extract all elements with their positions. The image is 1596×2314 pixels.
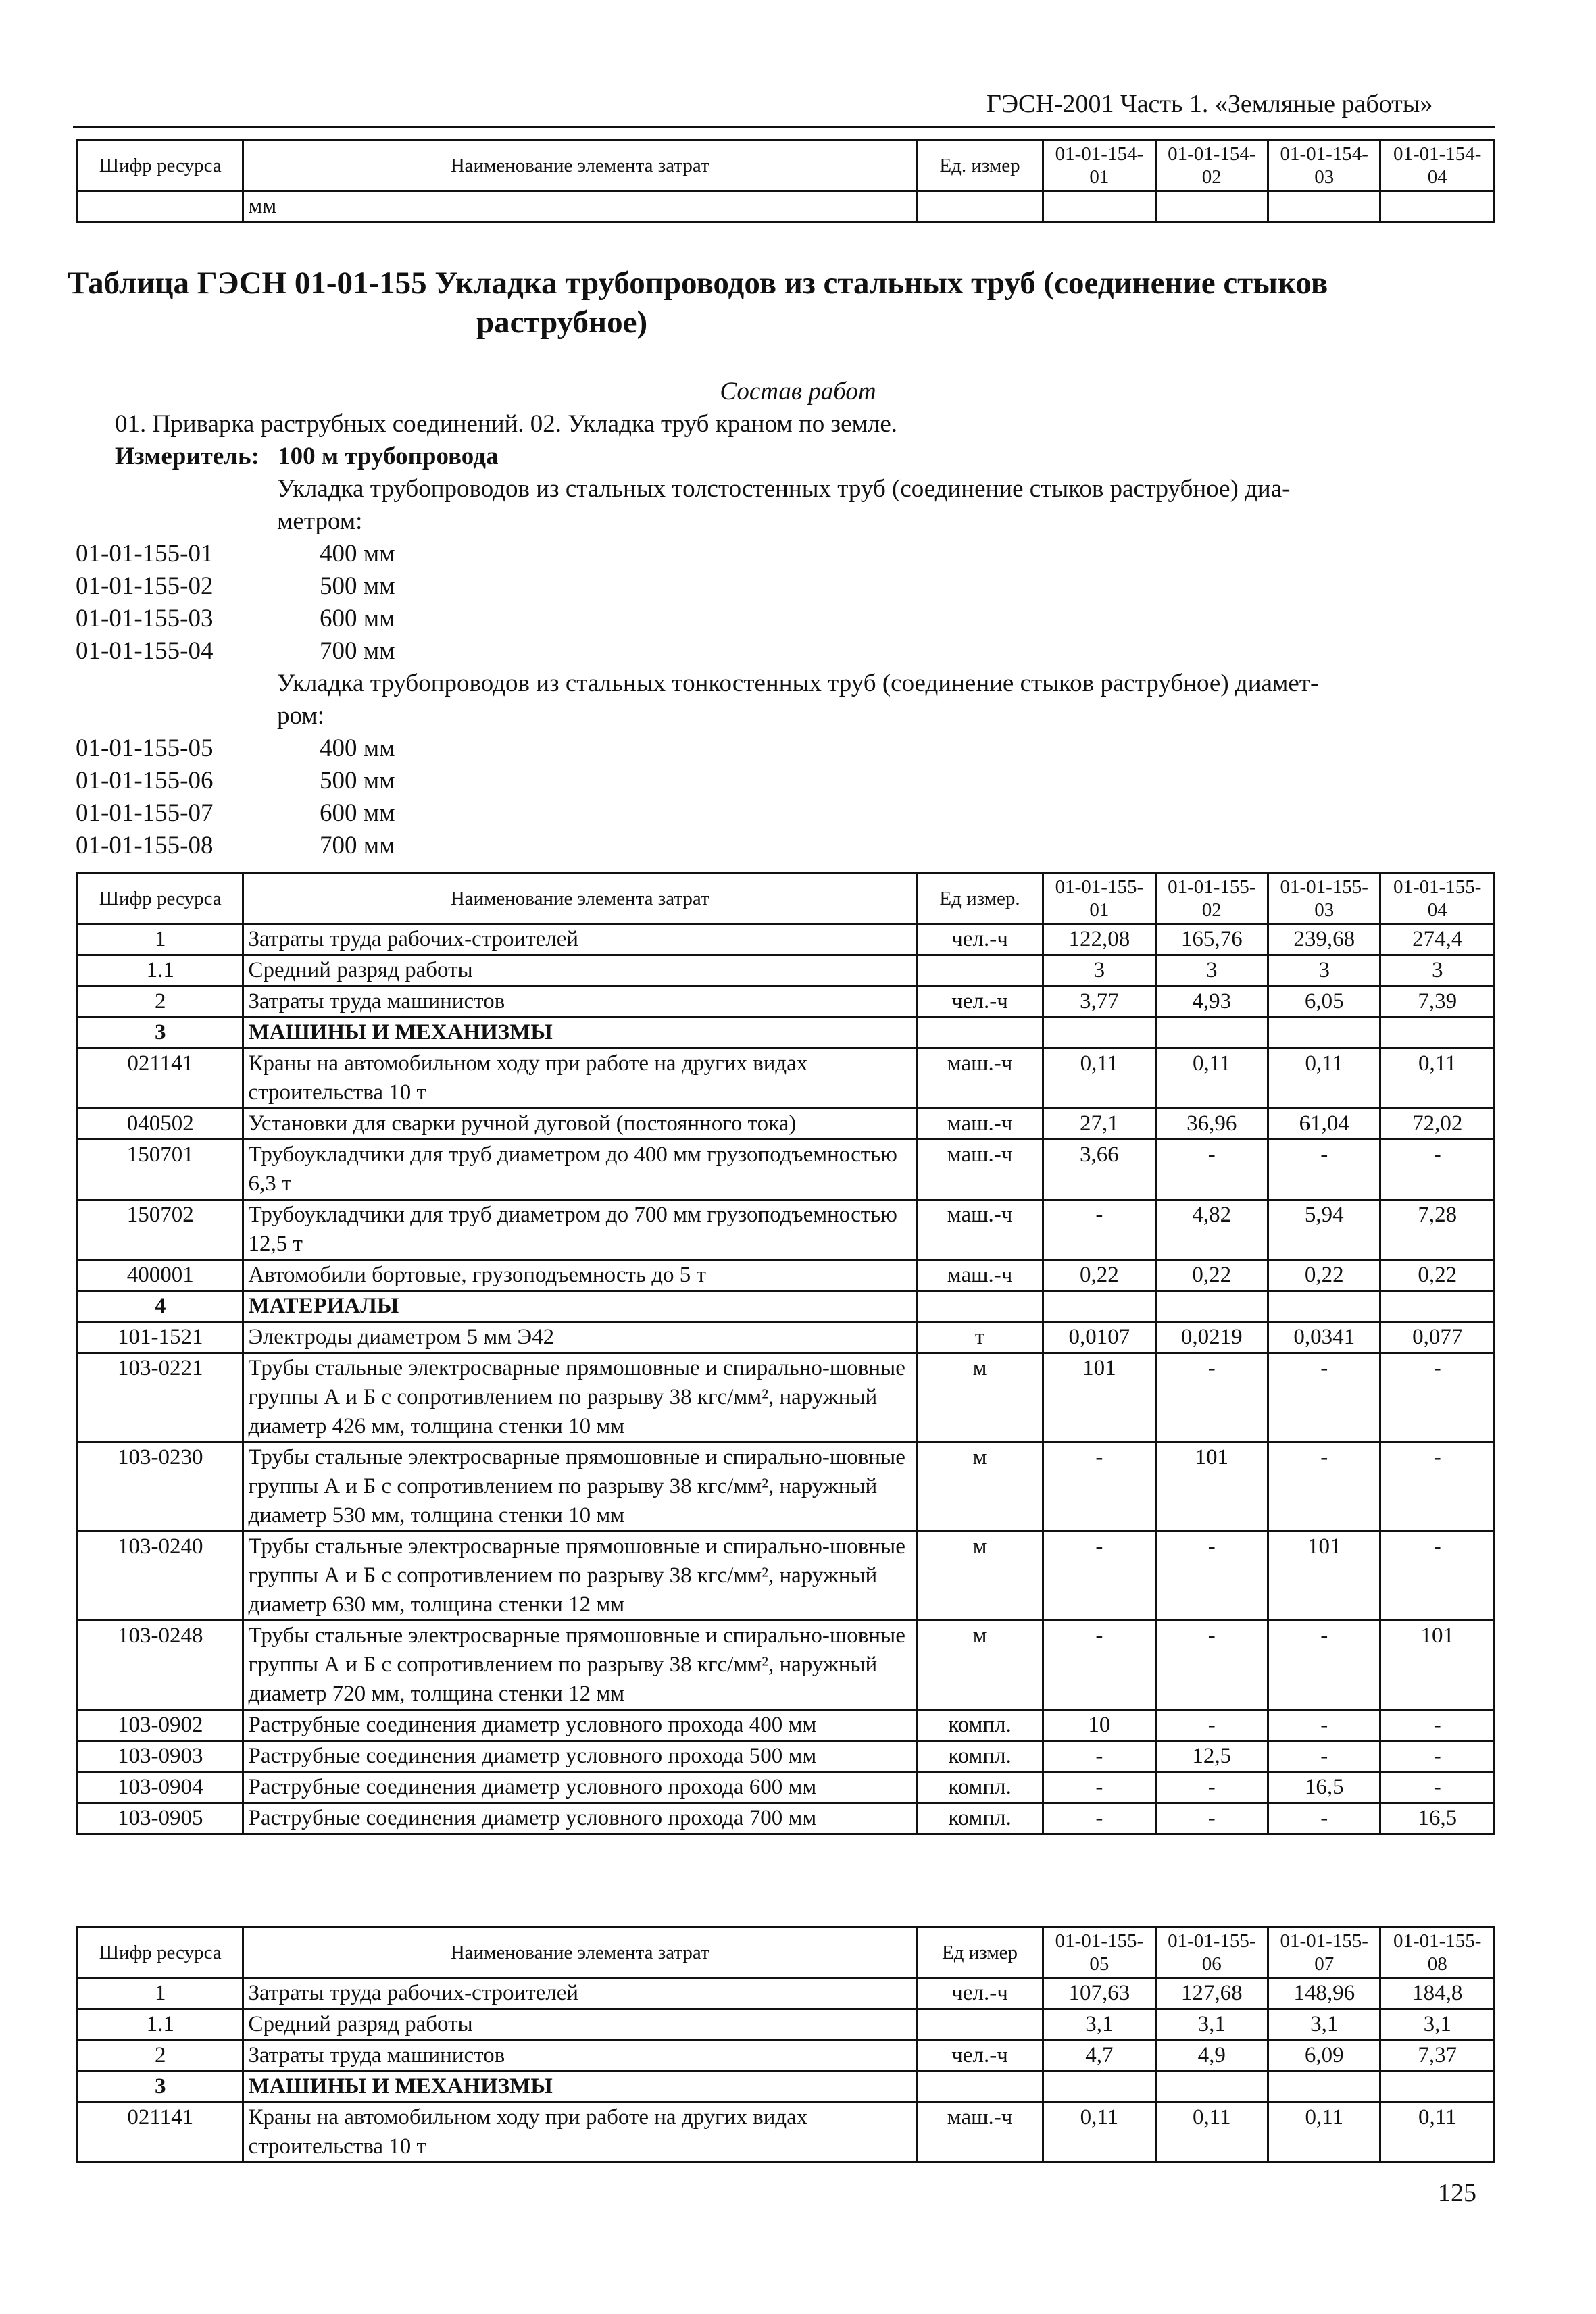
row-code: 103-0230 bbox=[78, 1442, 243, 1532]
row-value: 3,1 bbox=[1043, 2009, 1155, 2040]
group2-code: 01-01-155-05 bbox=[76, 734, 214, 762]
row-name: Раструбные соединения диаметр условного прохода 400 мм bbox=[243, 1710, 916, 1741]
table-row bbox=[78, 1621, 1495, 1710]
row-name: МАШИНЫ И МЕХАНИЗМЫ bbox=[243, 2071, 916, 2103]
row-unit: чел.-ч bbox=[916, 986, 1043, 1017]
group2-code: 01-01-155-08 bbox=[76, 832, 214, 859]
table-row bbox=[78, 1772, 1495, 1803]
row-name: Трубы стальные электросварные прямошовные и спирально-шовные группы А и Б с сопротивлением по разрыву 38 кгс/мм², наружный диаметр 426 мм, толщина стенки 10 мм bbox=[243, 1353, 916, 1442]
row-name: Трубы стальные электросварные прямошовные и спирально-шовные группы А и Б с сопротивлением по разрыву 38 кгс/мм², наружный диаметр 530 мм, толщина стенки 10 мм bbox=[243, 1442, 916, 1532]
row-value: 6,05 bbox=[1268, 986, 1380, 1017]
row-value: - bbox=[1043, 1532, 1155, 1621]
row-value: 7,28 bbox=[1380, 1200, 1495, 1260]
row-value: 16,5 bbox=[1380, 1803, 1495, 1834]
row-value: - bbox=[1380, 1140, 1495, 1200]
row-name: Затраты труда машинистов bbox=[243, 986, 916, 1017]
table-row bbox=[78, 1017, 1495, 1049]
row-name: Раструбные соединения диаметр условного прохода 600 мм bbox=[243, 1772, 916, 1803]
row-value: 239,68 bbox=[1268, 924, 1380, 955]
row-value: 101 bbox=[1043, 1353, 1155, 1442]
row-unit: компл. bbox=[916, 1741, 1043, 1772]
row-code: 040502 bbox=[78, 1109, 243, 1140]
row-value: 0,11 bbox=[1043, 2103, 1155, 2163]
row-unit: м bbox=[916, 1532, 1043, 1621]
col-header-name: Наименование элемента затрат bbox=[243, 1927, 916, 1978]
table-row bbox=[78, 1710, 1495, 1741]
group2-desc-line1: Укладка трубопроводов из стальных тонкостенных труб (соединение стыков раструбное) диамет- bbox=[277, 670, 1319, 697]
row-code: 400001 bbox=[78, 1260, 243, 1291]
row-value bbox=[1043, 2071, 1155, 2103]
row-value: - bbox=[1380, 1532, 1495, 1621]
col-header-code-2: 01-01-155-06 bbox=[1155, 1927, 1268, 1978]
row-value: 0,0107 bbox=[1043, 1322, 1155, 1353]
continuation-table bbox=[76, 139, 1495, 223]
col-header-code-4: 01-01-155-04 bbox=[1380, 873, 1495, 924]
col-header-unit: Ед измер bbox=[916, 1927, 1043, 1978]
row-value: - bbox=[1043, 1741, 1155, 1772]
group2-code: 01-01-155-07 bbox=[76, 799, 214, 827]
row-value: - bbox=[1155, 1353, 1268, 1442]
table-row bbox=[78, 1049, 1495, 1109]
row-value: 61,04 bbox=[1268, 1109, 1380, 1140]
row-value: 0,11 bbox=[1155, 2103, 1268, 2163]
row-value: 0,11 bbox=[1380, 2103, 1495, 2163]
row-value: 122,08 bbox=[1043, 924, 1155, 955]
running-header: ГЭСН-2001 Часть 1. «Земляные работы» bbox=[987, 90, 1433, 118]
row-unit: компл. bbox=[916, 1710, 1043, 1741]
row-name: Затраты труда машинистов bbox=[243, 2040, 916, 2071]
row-value: 3,66 bbox=[1043, 1140, 1155, 1200]
row-unit bbox=[916, 1291, 1043, 1322]
row-value bbox=[1268, 1017, 1380, 1049]
row-value: 3 bbox=[1155, 955, 1268, 986]
table-row bbox=[78, 1442, 1495, 1532]
row-value: - bbox=[1380, 1442, 1495, 1532]
row-name: Средний разряд работы bbox=[243, 955, 916, 986]
group1-code: 01-01-155-01 bbox=[76, 540, 214, 568]
table-title-line1: Таблица ГЭСН 01-01-155 Укладка трубопроводов из стальных труб (соединение стыков bbox=[68, 266, 1328, 301]
row-name: Автомобили бортовые, грузоподъемность до 5 т bbox=[243, 1260, 916, 1291]
row-name: Затраты труда рабочих-строителей bbox=[243, 1978, 916, 2009]
table-row bbox=[78, 1532, 1495, 1621]
table-row bbox=[78, 1353, 1495, 1442]
row-code: 2 bbox=[78, 986, 243, 1017]
row-unit bbox=[916, 2071, 1043, 2103]
composition-text: 01. Приварка раструбных соединений. 02. Укладка труб краном по земле. bbox=[115, 410, 898, 438]
table-row bbox=[78, 2103, 1495, 2163]
row-value: 12,5 bbox=[1155, 1741, 1268, 1772]
row-value: - bbox=[1043, 1200, 1155, 1260]
row-name: Трубы стальные электросварные прямошовные и спирально-шовные группы А и Б с сопротивлением по разрыву 38 кгс/мм², наружный диаметр 630 мм, толщина стенки 12 мм bbox=[243, 1532, 916, 1621]
row-value: - bbox=[1043, 1772, 1155, 1803]
row-value: - bbox=[1043, 1803, 1155, 1834]
row-code: 3 bbox=[78, 2071, 243, 2103]
row-value: 5,94 bbox=[1268, 1200, 1380, 1260]
col-header-code-3: 01-01-155-07 bbox=[1268, 1927, 1380, 1978]
row-name: Электроды диаметром 5 мм Э42 bbox=[243, 1322, 916, 1353]
row-value: - bbox=[1268, 1803, 1380, 1834]
row-value bbox=[1268, 2071, 1380, 2103]
col-header-code-3: 01-01-154-03 bbox=[1268, 140, 1380, 191]
row-code: 103-0902 bbox=[78, 1710, 243, 1741]
row-name: Трубоукладчики для труб диаметром до 700 мм грузоподъемностью 12,5 т bbox=[243, 1200, 916, 1260]
row-value: - bbox=[1155, 1621, 1268, 1710]
group1-size: 400 мм bbox=[320, 540, 395, 568]
row-unit: м bbox=[916, 1442, 1043, 1532]
row-value: 165,76 bbox=[1155, 924, 1268, 955]
row-value: 4,93 bbox=[1155, 986, 1268, 1017]
row-value: - bbox=[1380, 1772, 1495, 1803]
row-value: 72,02 bbox=[1380, 1109, 1495, 1140]
table-row bbox=[78, 2009, 1495, 2040]
table-row bbox=[78, 2071, 1495, 2103]
group1-desc-line1: Укладка трубопроводов из стальных толстостенных труб (соединение стыков раструбное) диа- bbox=[277, 475, 1291, 503]
row-name: Раструбные соединения диаметр условного прохода 500 мм bbox=[243, 1741, 916, 1772]
row-value: - bbox=[1268, 1442, 1380, 1532]
table-row bbox=[78, 1140, 1495, 1200]
row-value: 0,11 bbox=[1155, 1049, 1268, 1109]
row-value: 274,4 bbox=[1380, 924, 1495, 955]
table-title-line2: раструбное) bbox=[476, 305, 648, 340]
row-value bbox=[1380, 2071, 1495, 2103]
col-header-code-4: 01-01-155-08 bbox=[1380, 1927, 1495, 1978]
row-code: 2 bbox=[78, 2040, 243, 2071]
group2-size: 500 мм bbox=[320, 767, 395, 795]
meter-label: Измеритель: bbox=[115, 443, 259, 470]
row-value: 148,96 bbox=[1268, 1978, 1380, 2009]
row-code: 103-0903 bbox=[78, 1741, 243, 1772]
row-code: 1.1 bbox=[78, 2009, 243, 2040]
row-value: 0,11 bbox=[1268, 1049, 1380, 1109]
table-row bbox=[78, 1322, 1495, 1353]
carry-row-text: мм bbox=[243, 191, 916, 222]
group1-size: 700 мм bbox=[320, 637, 395, 665]
row-unit: чел.-ч bbox=[916, 1978, 1043, 2009]
row-value: 3 bbox=[1268, 955, 1380, 986]
table-row bbox=[78, 955, 1495, 986]
group2-code: 01-01-155-06 bbox=[76, 767, 214, 795]
group1-size: 600 мм bbox=[320, 605, 395, 632]
row-unit: т bbox=[916, 1322, 1043, 1353]
col-header-code-1: 01-01-155-01 bbox=[1043, 873, 1155, 924]
row-value bbox=[1155, 1291, 1268, 1322]
row-value bbox=[1155, 1017, 1268, 1049]
row-value: - bbox=[1155, 1710, 1268, 1741]
table-row bbox=[78, 1978, 1495, 2009]
row-value: 0,0341 bbox=[1268, 1322, 1380, 1353]
row-value: 0,22 bbox=[1155, 1260, 1268, 1291]
meter-value: 100 м трубопровода bbox=[278, 443, 499, 470]
row-value: 107,63 bbox=[1043, 1978, 1155, 2009]
row-unit: чел.-ч bbox=[916, 924, 1043, 955]
row-name: Установки для сварки ручной дуговой (постоянного тока) bbox=[243, 1109, 916, 1140]
row-value: - bbox=[1380, 1741, 1495, 1772]
col-header-name: Наименование элемента затрат bbox=[243, 873, 916, 924]
col-header-code-1: 01-01-155-05 bbox=[1043, 1927, 1155, 1978]
row-name: МАШИНЫ И МЕХАНИЗМЫ bbox=[243, 1017, 916, 1049]
col-header-unit: Ед. измер bbox=[916, 140, 1043, 191]
row-value: - bbox=[1268, 1710, 1380, 1741]
row-code: 150702 bbox=[78, 1200, 243, 1260]
meter-line bbox=[115, 441, 498, 473]
group1-desc-line2: метром: bbox=[277, 507, 363, 535]
row-unit: м bbox=[916, 1621, 1043, 1710]
row-value: 0,22 bbox=[1380, 1260, 1495, 1291]
table-row bbox=[78, 1741, 1495, 1772]
table-row bbox=[78, 924, 1495, 955]
row-value: 3,77 bbox=[1043, 986, 1155, 1017]
row-unit bbox=[916, 2009, 1043, 2040]
col-header-code: Шифр ресурса bbox=[78, 873, 243, 924]
table-row bbox=[78, 2040, 1495, 2071]
row-value: 101 bbox=[1268, 1532, 1380, 1621]
row-name: Трубоукладчики для труб диаметром до 400 мм грузоподъемностью 6,3 т bbox=[243, 1140, 916, 1200]
row-name: Краны на автомобильном ходу при работе на других видах строительства 10 т bbox=[243, 1049, 916, 1109]
row-code: 1.1 bbox=[78, 955, 243, 986]
row-value: 0,0219 bbox=[1155, 1322, 1268, 1353]
row-value bbox=[1268, 1291, 1380, 1322]
row-value: 7,37 bbox=[1380, 2040, 1495, 2071]
row-unit bbox=[916, 955, 1043, 986]
row-code: 101-1521 bbox=[78, 1322, 243, 1353]
row-value: - bbox=[1268, 1140, 1380, 1200]
composition-heading: Состав работ bbox=[720, 378, 876, 405]
table-row bbox=[78, 1291, 1495, 1322]
row-value bbox=[1380, 1017, 1495, 1049]
row-unit: компл. bbox=[916, 1772, 1043, 1803]
table-row bbox=[78, 1260, 1495, 1291]
table-row bbox=[78, 1109, 1495, 1140]
group2-size: 700 мм bbox=[320, 832, 395, 859]
row-unit bbox=[916, 1017, 1043, 1049]
row-unit: маш.-ч bbox=[916, 1049, 1043, 1109]
row-value: 3 bbox=[1043, 955, 1155, 986]
row-code: 103-0248 bbox=[78, 1621, 243, 1710]
row-value: - bbox=[1155, 1532, 1268, 1621]
row-unit: маш.-ч bbox=[916, 1260, 1043, 1291]
col-header-code-3: 01-01-155-03 bbox=[1268, 873, 1380, 924]
row-value: 0,11 bbox=[1043, 1049, 1155, 1109]
row-value: 0,077 bbox=[1380, 1322, 1495, 1353]
row-value: 127,68 bbox=[1155, 1978, 1268, 2009]
table-row bbox=[78, 1803, 1495, 1834]
row-value: - bbox=[1268, 1353, 1380, 1442]
row-value: 7,39 bbox=[1380, 986, 1495, 1017]
col-header-code-2: 01-01-155-02 bbox=[1155, 873, 1268, 924]
row-unit: маш.-ч bbox=[916, 1200, 1043, 1260]
row-value: - bbox=[1268, 1741, 1380, 1772]
row-name: Краны на автомобильном ходу при работе на других видах строительства 10 т bbox=[243, 2103, 916, 2163]
row-value: 4,82 bbox=[1155, 1200, 1268, 1260]
row-code: 103-0905 bbox=[78, 1803, 243, 1834]
row-code: 021141 bbox=[78, 1049, 243, 1109]
row-value: - bbox=[1380, 1353, 1495, 1442]
row-value bbox=[1043, 1017, 1155, 1049]
row-value: - bbox=[1155, 1140, 1268, 1200]
resource-table-2 bbox=[76, 1926, 1495, 2163]
row-value: 0,11 bbox=[1268, 2103, 1380, 2163]
row-value: - bbox=[1268, 1621, 1380, 1710]
row-code: 4 bbox=[78, 1291, 243, 1322]
row-value bbox=[1380, 1291, 1495, 1322]
group1-code: 01-01-155-04 bbox=[76, 637, 214, 665]
row-name: Затраты труда рабочих-строителей bbox=[243, 924, 916, 955]
col-header-code-2: 01-01-154-02 bbox=[1155, 140, 1268, 191]
row-value: 3,1 bbox=[1268, 2009, 1380, 2040]
row-value: 27,1 bbox=[1043, 1109, 1155, 1140]
row-value: 101 bbox=[1380, 1621, 1495, 1710]
row-unit: м bbox=[916, 1353, 1043, 1442]
row-code: 1 bbox=[78, 924, 243, 955]
row-value: 101 bbox=[1155, 1442, 1268, 1532]
row-value: 10 bbox=[1043, 1710, 1155, 1741]
row-value: 3 bbox=[1380, 955, 1495, 986]
row-code: 150701 bbox=[78, 1140, 243, 1200]
table-row bbox=[78, 986, 1495, 1017]
row-value: 4,7 bbox=[1043, 2040, 1155, 2071]
group2-size: 400 мм bbox=[320, 734, 395, 762]
row-value: 3,1 bbox=[1155, 2009, 1268, 2040]
row-value: 36,96 bbox=[1155, 1109, 1268, 1140]
table-title bbox=[68, 263, 1527, 342]
row-value: 16,5 bbox=[1268, 1772, 1380, 1803]
row-unit: компл. bbox=[916, 1803, 1043, 1834]
row-code: 3 bbox=[78, 1017, 243, 1049]
row-value bbox=[1043, 1291, 1155, 1322]
row-value: - bbox=[1043, 1442, 1155, 1532]
row-code: 1 bbox=[78, 1978, 243, 2009]
row-value: 3,1 bbox=[1380, 2009, 1495, 2040]
page-number: 125 bbox=[1438, 2179, 1476, 2207]
row-code: 103-0904 bbox=[78, 1772, 243, 1803]
row-name: МАТЕРИАЛЫ bbox=[243, 1291, 916, 1322]
row-value: 4,9 bbox=[1155, 2040, 1268, 2071]
row-unit: чел.-ч bbox=[916, 2040, 1043, 2071]
row-code: 103-0221 bbox=[78, 1353, 243, 1442]
row-code: 103-0240 bbox=[78, 1532, 243, 1621]
row-value: - bbox=[1043, 1621, 1155, 1710]
row-unit: маш.-ч bbox=[916, 2103, 1043, 2163]
row-value: 0,11 bbox=[1380, 1049, 1495, 1109]
resource-table-1 bbox=[76, 872, 1495, 1835]
group2-size: 600 мм bbox=[320, 799, 395, 827]
row-value: - bbox=[1155, 1772, 1268, 1803]
table-row bbox=[78, 1200, 1495, 1260]
row-name: Трубы стальные электросварные прямошовные и спирально-шовные группы А и Б с сопротивлением по разрыву 38 кгс/мм², наружный диаметр 720 мм, толщина стенки 12 мм bbox=[243, 1621, 916, 1710]
row-unit: маш.-ч bbox=[916, 1109, 1043, 1140]
row-value: - bbox=[1155, 1803, 1268, 1834]
row-value: 0,22 bbox=[1043, 1260, 1155, 1291]
group1-code: 01-01-155-02 bbox=[76, 572, 214, 600]
col-header-unit: Ед измер. bbox=[916, 873, 1043, 924]
row-name: Раструбные соединения диаметр условного прохода 700 мм bbox=[243, 1803, 916, 1834]
col-header-code-4: 01-01-154-04 bbox=[1380, 140, 1495, 191]
row-code: 021141 bbox=[78, 2103, 243, 2163]
row-value bbox=[1155, 2071, 1268, 2103]
row-value: 184,8 bbox=[1380, 1978, 1495, 2009]
row-value: - bbox=[1380, 1710, 1495, 1741]
col-header-code-1: 01-01-154-01 bbox=[1043, 140, 1155, 191]
row-unit: маш.-ч bbox=[916, 1140, 1043, 1200]
col-header-code: Шифр ресурса bbox=[78, 140, 243, 191]
group1-size: 500 мм bbox=[320, 572, 395, 600]
col-header-name: Наименование элемента затрат bbox=[243, 140, 916, 191]
row-value: 6,09 bbox=[1268, 2040, 1380, 2071]
row-value: 0,22 bbox=[1268, 1260, 1380, 1291]
group1-code: 01-01-155-03 bbox=[76, 605, 214, 632]
row-name: Средний разряд работы bbox=[243, 2009, 916, 2040]
group2-desc-line2: ром: bbox=[277, 702, 324, 730]
header-rule bbox=[73, 126, 1495, 128]
col-header-code: Шифр ресурса bbox=[78, 1927, 243, 1978]
